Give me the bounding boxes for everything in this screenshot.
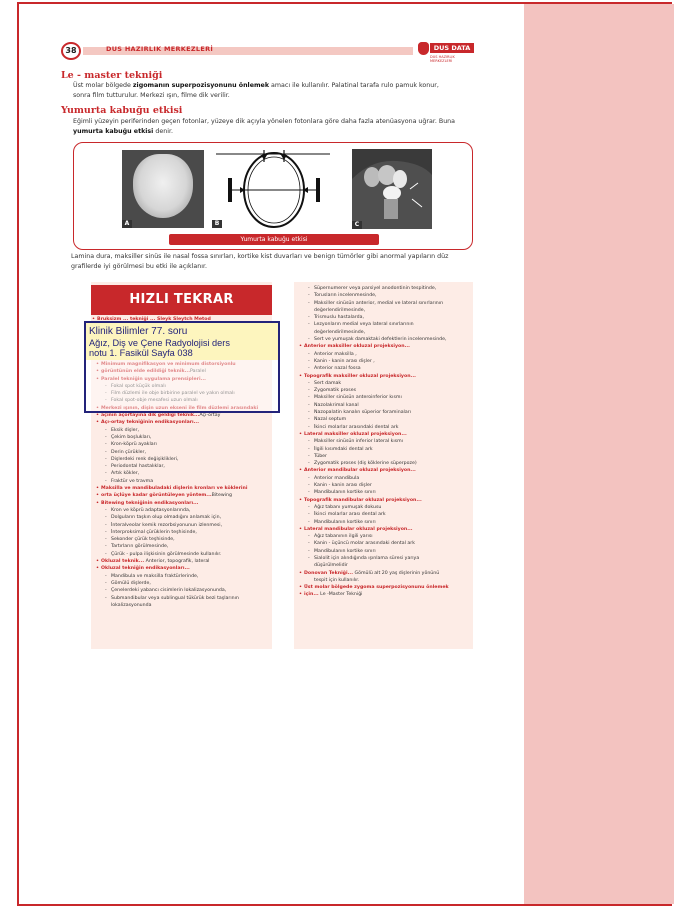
logo-subtext: DUS HAZIRLIK MERKEZLERİ xyxy=(430,55,455,63)
list-item: • görüntünün elde edildiği teknik...Paralel xyxy=(101,368,258,375)
list-item: - Sert damak xyxy=(304,380,449,387)
list-item: - Film düzlemi ile obje birbirine paralel ve yakın olmalı xyxy=(101,390,258,397)
list-item: • Maksilla ve mandibuladaki dişlerin kronları ve köklerini xyxy=(101,485,258,492)
figure-caption: Yumurta kabuğu etkisi xyxy=(240,236,308,243)
tooth-icon xyxy=(418,42,429,55)
list-item: • Topografik maksiller okluzal projeksiyon... xyxy=(304,373,449,380)
list-item: - Ağız tabanının ilgili yarısı xyxy=(304,533,449,540)
list-item: - Lezyonların medial veya lateral sınırlarının xyxy=(304,321,449,328)
list-item: - Dişlerdeki renk değişiklikleri, xyxy=(101,456,258,463)
list-item: - İnteralveolar kemik rezorbsiyonunun izlenmesi, xyxy=(101,522,258,529)
list-item: - Fraktür ve travma xyxy=(101,478,258,485)
list-item: - Maksiller sinüsün anteroinferior kısmı xyxy=(304,394,449,401)
figure-label-b: B xyxy=(212,220,222,228)
list-item: - İkinci molarlar arasındaki dental ark xyxy=(304,424,449,431)
list-item: • Okluzal tekniğin endikasyonları... xyxy=(101,565,258,572)
list-item: - Çenelerdeki yabancı cisimlerin lokalizasyonunda, xyxy=(101,587,258,594)
list-item: tespit için kullanılır. xyxy=(314,577,360,583)
list-item: - Gömülü dişlerde, xyxy=(101,580,258,587)
hizli-tekrar-col2 xyxy=(294,282,473,649)
page-frame xyxy=(17,2,672,906)
reference-label-overlay xyxy=(84,321,280,413)
list-item: - Maksiller sinüsün inferior lateral kısmı xyxy=(304,438,449,445)
list-item: • Paralel tekniğin uygulama prensipleri... xyxy=(101,376,258,383)
header-title: DUS HAZIRLIK MERKEZLERİ xyxy=(106,45,214,53)
list-item: • Anterior mandibular okluzal projeksiyon... xyxy=(304,467,449,474)
list-item: - Nazopalatin kanalın süperior foraminaları xyxy=(304,409,449,416)
list-item: - Torusların incelenmesinde, xyxy=(304,292,449,299)
reference-line-2: Ağız, Diş ve Çene Radyolojisi ders xyxy=(89,338,230,348)
hizli-tekrar-title-bar xyxy=(91,285,272,315)
list-item: - Mandibulanın kortike sınırı xyxy=(304,489,449,496)
col2-list xyxy=(304,285,449,599)
figure-caption-bar xyxy=(169,234,379,245)
page-header xyxy=(61,38,474,64)
logo xyxy=(416,40,474,62)
list-item: - Kanin - kanin arası dişler , xyxy=(304,358,449,365)
list-item: - Mandibulanın kortike sınırı xyxy=(304,519,449,526)
list-item: - Kanin - üçüncü molar arasındaki dental ark xyxy=(304,540,449,547)
list-item: - Anterior maksilla , xyxy=(304,351,449,358)
list-item: - Kron-köprü ayakları xyxy=(101,441,258,448)
list-item: • Okluzal teknik... Anterior, topografik, lateral xyxy=(101,558,258,565)
list-item: • Lateral maksiller okluzal projeksiyon... xyxy=(304,431,449,438)
list-item: - Kron ve köprü adaptasyonlarında, xyxy=(101,507,258,514)
reference-label-box xyxy=(86,323,278,360)
list-item: - Çürük - pulpa ilişkisinin görülmesinde kullanılır. xyxy=(101,551,258,558)
list-item: - Sert ve yumuşak damaktaki defektlerin incelenmesinde, xyxy=(304,336,449,343)
list-item: - Anterior mandibula xyxy=(304,475,449,482)
list-item: • Açı-ortay tekniğinin endikasyonları... xyxy=(101,419,258,426)
hizli-tekrar-title: HIZLI TEKRAR xyxy=(129,292,234,307)
list-item: - Süpernumerer veya parsiyel anodontinin tespitinde, xyxy=(304,285,449,292)
list-item: lokalizasyonunda xyxy=(111,602,152,608)
list-item: - Zygomatik proses (diş köklerine süperpoze) xyxy=(304,460,449,467)
list-item: • için... Le -Master Tekniği xyxy=(304,591,449,598)
list-item: - Fokal spot-obje mesafesi uzun olmalı xyxy=(101,397,258,404)
list-item: - Sekonder çürük teşhisinde, xyxy=(101,536,258,543)
list-item: - Artık kökler, xyxy=(101,470,258,477)
radiograph-c xyxy=(352,149,432,229)
figure-box xyxy=(73,142,473,250)
right-margin-band xyxy=(524,4,674,904)
reference-line-1: Klinik Bilimler 77. soru xyxy=(89,326,188,337)
figure-label-a: A xyxy=(122,220,132,228)
list-item: - Mandibula ve maksilla fraktürlerinde, xyxy=(101,573,258,580)
list-item: - Anterior nazal fossa xyxy=(304,365,449,372)
list-item: - Çekim boşlukları, xyxy=(101,434,258,441)
list-item: • Donovan Tekniği... Gömülü alt 20 yaş dişlerinin yönünü xyxy=(304,570,449,577)
list-item: - İnterproksimal çürüklerin teşhisinde, xyxy=(101,529,258,536)
list-item: - Trismuslu hastalarda, xyxy=(304,314,449,321)
list-item: - Periodontal hastalıklar, xyxy=(101,463,258,470)
section-title-yumurta: Yumurta kabuğu etkisi xyxy=(61,105,183,116)
list-item: • Lateral mandibular okluzal projeksiyon... xyxy=(304,526,449,533)
list-item: - Ağız tabanı yumuşak dokusu xyxy=(304,504,449,511)
le-master-text: Üst molar bölgede zigomanın superpozisyonunu önlemek amacı ile kullanılır. Palatinal tarafa rulo pamuk konur, sonra film tutturulur. Merkezi ışın, filme dik verilir. xyxy=(73,82,439,99)
list-item: değerlendirilmesinde, xyxy=(314,307,366,313)
list-item: - Nazal septum xyxy=(304,416,449,423)
list-item: - Fokal spot küçük olmalı xyxy=(101,383,258,390)
list-item: - Mandibulanın kortike sınırı xyxy=(304,548,449,555)
list-item: • Üst molar bölgede zygoma superpozisyonunu önlemek xyxy=(304,584,449,591)
list-item: • Merkezi ışının, dişin uzun ekseni ile film düzlemi arasındaki xyxy=(101,405,258,412)
list-item: - Submandibular veya sublingual tükürük bezi taşlarının xyxy=(101,595,258,602)
figure-label-c: C xyxy=(352,221,362,229)
list-item: - Zygomatik proses xyxy=(304,387,449,394)
radiograph-a xyxy=(122,150,204,228)
after-figure-text: Lamina dura, maksiller sinüs ile nasal fossa sınırları, kortike kist duvarları ve benign tümörler gibi anormal yapıların düz grafilerde iyi görülmesi bu etki ile açıklanır. xyxy=(71,253,449,270)
logo-text: DUS DATA xyxy=(430,43,474,53)
list-item: - Tartırların görülmesinde, xyxy=(101,543,258,550)
list-item: - Nazolakrimal kanal xyxy=(304,402,449,409)
diagram-b xyxy=(212,148,336,228)
list-item: - İlgili kısımdaki dental ark xyxy=(304,446,449,453)
list-item: • Anterior maksiller okluzal projeksiyon... xyxy=(304,343,449,350)
list-item: - Kanin - kanin arası dişler xyxy=(304,482,449,489)
list-item: - Eksik dişler, xyxy=(101,427,258,434)
list-item: • orta üçlüye kadar görüntüleyen yöntem...Bitewing xyxy=(101,492,258,499)
list-item: - Maksiller sinüsün anterior, medial ve lateral sınırlarının xyxy=(304,300,449,307)
yumurta-text: Eğimli yüzeyin periferinden geçen fotonlar, yüzeye dik açıyla yönelen fotonlara göre daha fazla atenüasyona uğrar. Buna yumurta kabuğu etkisi denir. xyxy=(73,118,456,135)
list-item: - Derin çürükler, xyxy=(101,449,258,456)
section-title-le-master: Le - master tekniği xyxy=(61,70,163,81)
list-item: - Dolguların taşkın olup olmadığını anlamak için, xyxy=(101,514,258,521)
list-item: düşürülmelidir xyxy=(314,563,348,569)
col1-top-line: • Bruksizm ... tekniği ... Sleyk Sleytch Metod xyxy=(97,316,211,323)
list-item: • Bitewing tekniğinin endikasyonları... xyxy=(101,500,258,507)
list-item: değerlendirilmesinde, xyxy=(314,329,366,335)
list-item: - Sialolit için alındığında ışınlama süresi yarıya xyxy=(304,555,449,562)
list-item: - İkinci molarlar arası dental ark xyxy=(304,511,449,518)
list-item: • açının açortayına dik geldiği teknik...Açı-ortay xyxy=(101,412,258,419)
list-item: • Minimum magnifikasyon ve minimum distorsiyonlu xyxy=(101,361,258,368)
list-item: - Tüber xyxy=(304,453,449,460)
reference-line-3: notu 1. Fasikül Sayfa 038 xyxy=(89,348,193,358)
page-number: 38 xyxy=(61,42,81,60)
list-item: • Topografik mandibular okluzal projeksiyon... xyxy=(304,497,449,504)
